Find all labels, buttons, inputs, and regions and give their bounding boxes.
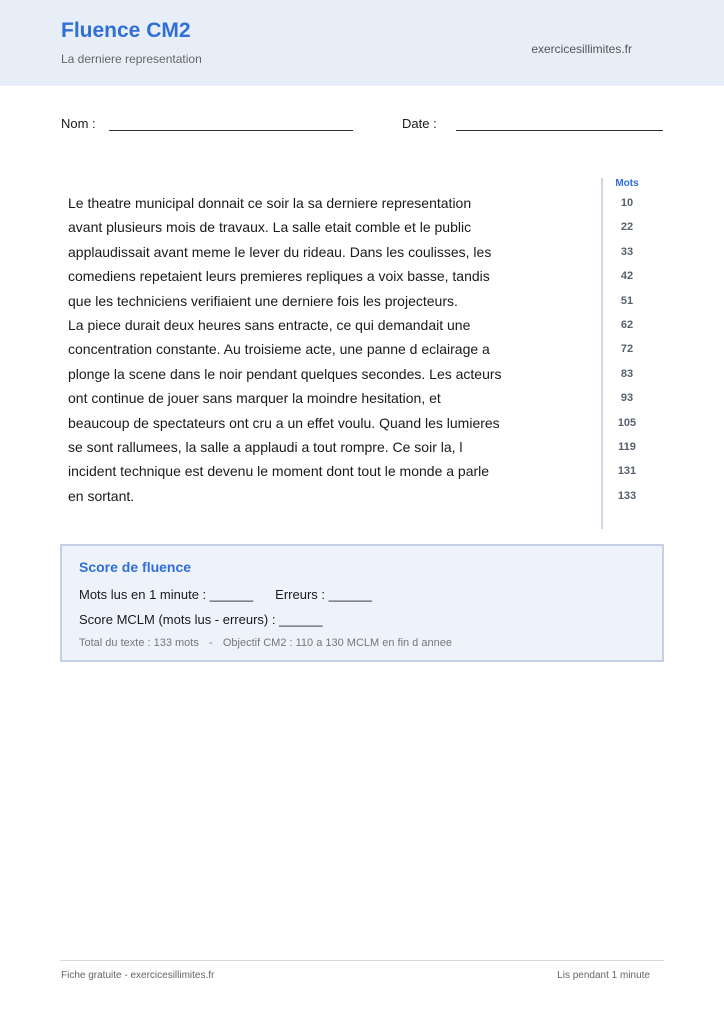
text-line: Le theatre municipal donnait ce soir la sa derniere representation — [68, 195, 472, 211]
nom-label: Nom : — [61, 116, 96, 131]
score-row-words — [79, 587, 372, 602]
text-line: en sortant. — [68, 487, 135, 504]
footer-right-text: Lis pendant 1 minute — [557, 970, 650, 981]
page-title: Fluence CM2 — [61, 19, 191, 42]
word-count: 83 — [620, 367, 634, 380]
date-label: Date : — [402, 116, 437, 131]
score-title: Score de fluence — [79, 559, 192, 575]
text-line: La piece durait deux heures sans entracte, ce qui demandait une — [68, 316, 471, 333]
reading-text — [68, 191, 598, 508]
total-words-note: Total du texte : 133 mots — [79, 637, 199, 649]
word-count: 131 — [617, 465, 637, 478]
word-count-column — [607, 191, 647, 508]
footer-left-text: Fiche gratuite - exercicesillimites.fr — [61, 970, 215, 981]
text-line: plonge la scene dans le noir pendant quelques secondes. Les acteurs — [68, 365, 502, 382]
text-line: avant plusieurs mois de travaux. La salle etait comble et le public — [68, 219, 472, 236]
errors-field[interactable]: Erreurs : ______ — [275, 587, 373, 602]
words-read-field[interactable]: Mots lus en 1 minute : ______ — [79, 587, 254, 602]
fluency-score-box — [60, 544, 664, 662]
text-line: incident technique est devenu le moment dont tout le monde a parle — [68, 463, 490, 480]
word-count: 42 — [620, 270, 634, 283]
note-separator: - — [209, 637, 213, 649]
word-count: 93 — [620, 392, 634, 405]
text-line: applaudissait avant meme le lever du rideau. Dans les coulisses, les — [68, 243, 492, 260]
text-line: concentration constante. Au troisieme acte, une panne d eclairage a — [68, 341, 490, 358]
objective-note: Objectif CM2 : 110 a 130 MCLM en fin d annee — [222, 637, 452, 649]
word-count: 22 — [620, 221, 634, 234]
nom-field-line[interactable] — [109, 130, 353, 131]
text-line: beaucoup de spectateurs ont cru a un effet voulu. Quand les lumieres — [68, 414, 500, 431]
date-field-line[interactable] — [456, 130, 663, 131]
site-name: exercicesillimites.fr — [531, 42, 632, 56]
word-count: 62 — [620, 318, 634, 331]
word-count: 119 — [618, 440, 636, 453]
text-line: ont continue de jouer sans marquer la moindre hesitation, et — [68, 390, 441, 407]
word-count: 72 — [620, 343, 634, 356]
text-line: se sont rallumees, la salle a applaudi a tout rompre. Ce soir la, l — [68, 438, 463, 455]
word-count-header: Mots — [615, 178, 639, 189]
word-count: 133 — [617, 489, 637, 502]
page-subtitle: La derniere representation — [61, 52, 202, 66]
word-count: 10 — [620, 197, 634, 209]
student-fields — [0, 116, 724, 136]
text-line: comediens repetaient leurs premieres repliques a voix basse, tandis — [68, 268, 490, 285]
score-note — [79, 637, 452, 649]
word-count-divider — [601, 178, 603, 529]
text-line: que les techniciens verifiaient une derniere fois les projecteurs. — [68, 292, 458, 309]
footer-divider — [60, 960, 664, 961]
word-count: 33 — [620, 245, 634, 258]
word-count: 105 — [617, 416, 637, 429]
word-count: 51 — [620, 294, 634, 307]
page-header — [0, 0, 724, 86]
mclm-field[interactable]: Score MCLM (mots lus - erreurs) : ______ — [79, 612, 323, 627]
